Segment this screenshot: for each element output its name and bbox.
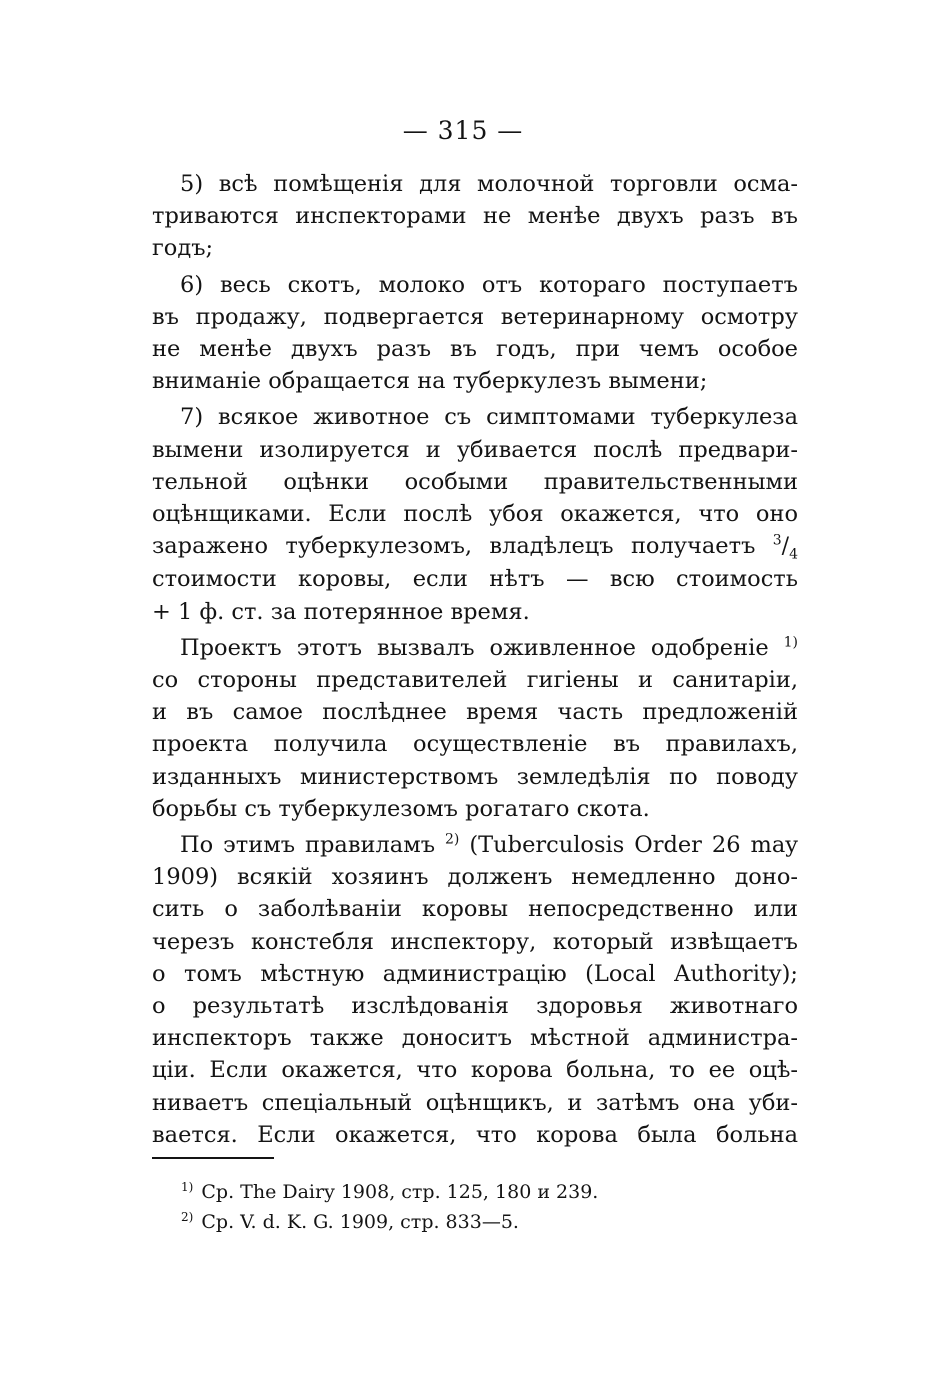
- text-segment: (Tuberculosis Order 26 may: [469, 832, 798, 859]
- text-segment: заражено туберкулезомъ, владѣлецъ получаетъ: [152, 533, 756, 560]
- footnote-2: [181, 1207, 801, 1237]
- paragraph-item-5: [152, 168, 798, 265]
- text-segment: Проектъ этотъ вызвалъ оживленное одобреніе: [180, 634, 769, 661]
- text-line: триваются инспекторами не менѣе двухъ разъ въ: [152, 203, 798, 230]
- text-line: годъ;: [152, 235, 214, 262]
- text-line: въ продажу, подвергается ветеринарному осмотру: [152, 303, 798, 330]
- text-line-with-fraction: [152, 530, 798, 563]
- text-line: стоимости коровы, если нѣтъ — всю стоимость: [152, 566, 798, 593]
- paragraph-item-6: [152, 269, 798, 398]
- text-line: + 1 ф. ст. за потерянное время.: [152, 598, 530, 625]
- text-line: оцѣнщиками. Если послѣ убоя окажется, что оно: [152, 501, 798, 528]
- text-line: вается. Если окажется, что корова была больна: [152, 1121, 798, 1148]
- footnote-text: Cp. V. d. K. G. 1909, стр. 833—5.: [201, 1211, 519, 1233]
- fraction-denominator: 4: [789, 546, 799, 563]
- text-line: проекта получила осуществленіе въ правилахъ,: [152, 731, 798, 758]
- text-line: изданныхъ министерствомъ земледѣлія по поводу: [152, 763, 798, 790]
- text-line: 7) всякое животное съ симптомами туберкулеза: [180, 404, 798, 431]
- fraction-numerator: 3: [772, 532, 782, 549]
- text-line: 1909) всякій хозяинъ долженъ немедленно доно-: [152, 864, 798, 891]
- page-number: — 315 —: [402, 116, 524, 145]
- text-line: ниваетъ спеціальный оцѣнщикъ, и затѣмъ она уби-: [152, 1089, 798, 1116]
- fraction-three-quarters: $^3/_4$: [772, 532, 799, 563]
- text-line-with-footnote-ref: [152, 829, 798, 861]
- main-text: [152, 168, 798, 1155]
- footnote-ref-2: 2): [445, 831, 460, 848]
- text-line: о томъ мѣстную администрацію (Local Authority);: [152, 960, 798, 987]
- paragraph-rules: [152, 829, 798, 1151]
- footnote-mark: 1): [181, 1179, 194, 1194]
- text-line: о результатѣ изслѣдованія здоровья животнаго: [152, 993, 798, 1020]
- text-line: борьбы съ туберкулезомъ рогатаго скота.: [152, 795, 650, 822]
- text-line: 5) всѣ помѣщенія для молочной торговли осма-: [180, 171, 798, 197]
- paragraph-item-7: [152, 401, 798, 627]
- text-line: инспекторъ также доноситъ мѣстной администра-: [152, 1025, 798, 1052]
- footnote-mark: 2): [181, 1209, 194, 1224]
- text-line-with-footnote-ref: [152, 632, 798, 664]
- text-line: сить о заболѣваніи коровы непосредственно или: [152, 896, 798, 923]
- text-line: ціи. Если окажется, что корова больна, то ее оцѣ-: [152, 1057, 798, 1084]
- footnote-1: [181, 1177, 801, 1207]
- text-line: не менѣе двухъ разъ въ годъ, при чемъ особое: [152, 336, 798, 363]
- text-line: 6) весь скотъ, молоко отъ котораго поступаетъ: [180, 271, 798, 298]
- footnote-text: Cp. The Dairy 1908, стр. 125, 180 и 239.: [201, 1181, 599, 1203]
- text-line: тельной оцѣнки особыми правительственными: [152, 468, 798, 495]
- paragraph-project: [152, 632, 798, 825]
- text-line: вниманіе обращается на туберкулезъ вымени;: [152, 368, 708, 395]
- text-line: вымени изолируется и убивается послѣ предвари-: [152, 436, 798, 463]
- text-segment: По этимъ правиламъ: [180, 832, 436, 859]
- footnote-ref-1: 1): [783, 634, 798, 651]
- text-line: и въ самое послѣднее время часть предложеній: [152, 699, 798, 726]
- footnote-divider: [152, 1157, 274, 1159]
- text-line: со стороны представителей гигіены и санитаріи,: [152, 667, 798, 694]
- text-line: черезъ констебля инспектору, который извѣщаетъ: [152, 928, 798, 955]
- footnotes: [181, 1177, 801, 1237]
